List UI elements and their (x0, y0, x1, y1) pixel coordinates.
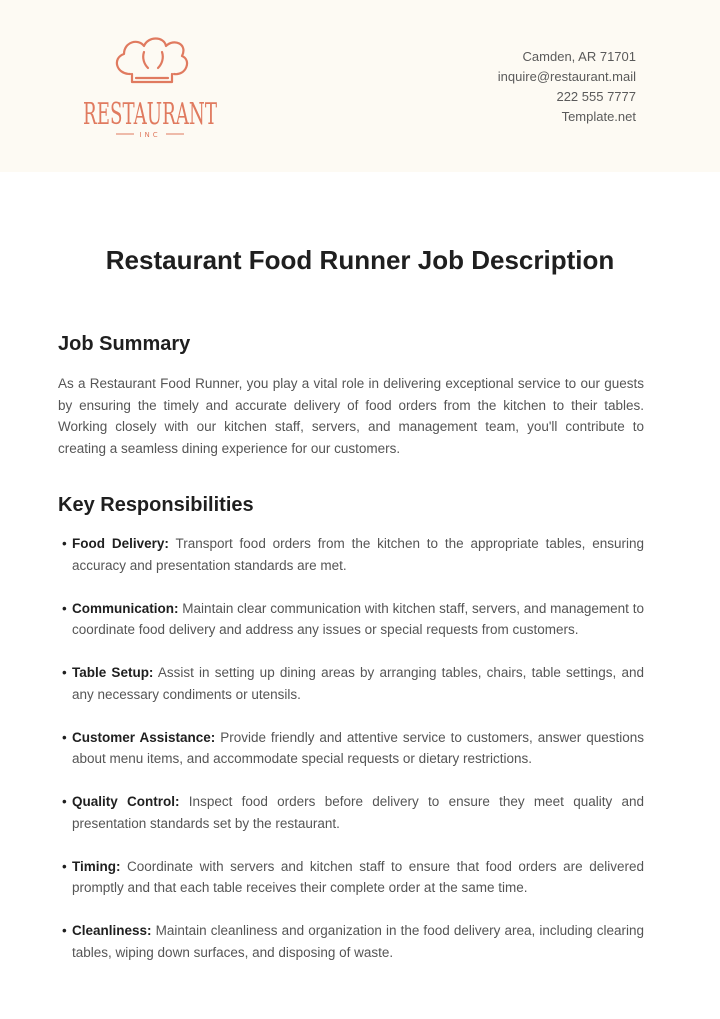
list-item (58, 662, 644, 705)
bullet-icon: • (62, 729, 67, 745)
restaurant-logo (78, 28, 223, 146)
chef-hat-icon (117, 39, 187, 83)
item-text: Maintain clear communication with kitchen staff, servers, and management to coordinate food delivery and address any issues or special requests from customers. (72, 600, 644, 637)
item-text: Inspect food orders before delivery to ensure they meet quality and presentation standards set by the restaurant. (72, 794, 645, 831)
responsibilities-heading: Key Responsibilities (58, 494, 254, 516)
item-text: Provide friendly and attentive service to customers, answer questions about menu items, and accommodate special requests or dietary restrictions. (72, 729, 645, 766)
contact-block (498, 47, 636, 127)
contact-website[interactable]: Template.net (561, 109, 636, 124)
item-text: Transport food orders from the kitchen to the appropriate tables, ensuring accuracy and presentation standards are met. (72, 536, 644, 573)
bullet-icon: • (62, 665, 67, 680)
item-term: Quality Control: (72, 794, 180, 809)
job-summary-text: As a Restaurant Food Runner, you play a vital role in delivering exceptional service to our guests by ensuring the timely and accurate delivery of food orders from the kitchen to their tables. Working closely with our kitchen staff, servers, and management team, you'll contribute to creating a seamless dining experience for our customers. (58, 376, 644, 456)
bullet-icon: • (62, 600, 67, 616)
item-term: Cleanliness: (72, 923, 152, 938)
list-item (58, 856, 644, 899)
item-text: Maintain cleanliness and organization in the food delivery area, including clearing tables, wiping down surfaces, and disposing of waste. (72, 923, 644, 960)
document-title: Restaurant Food Runner Job Description (105, 245, 615, 275)
item-term: Communication: (72, 600, 179, 616)
list-item (58, 533, 644, 576)
job-summary-heading: Job Summary (58, 333, 191, 355)
bullet-icon: • (62, 858, 67, 874)
bullet-icon: • (62, 923, 67, 938)
contact-phone: 222 555 7777 (556, 89, 636, 104)
logo-wordmark: RESTAURANT (83, 97, 217, 132)
item-text: Assist in setting up dining areas by arranging tables, chairs, table settings, and any necessary condiments or utensils. (72, 665, 644, 702)
bullet-icon: • (62, 794, 67, 809)
contact-address: Camden, AR 71701 (522, 49, 636, 64)
item-text: Coordinate with servers and kitchen staff to ensure that food orders are delivered promptly and that each table receives their complete order at the same time. (72, 858, 644, 895)
list-item (58, 727, 644, 770)
letterhead (0, 0, 720, 172)
item-term: Timing: (72, 858, 121, 874)
logo-subtext: INC (139, 131, 161, 139)
item-term: Table Setup: (72, 665, 154, 680)
list-item (58, 791, 644, 834)
list-item (58, 920, 644, 963)
item-term: Food Delivery: (72, 536, 169, 551)
contact-email[interactable]: inquire@restaurant.mail (497, 69, 636, 84)
responsibilities-list (58, 533, 644, 985)
item-term: Customer Assistance: (72, 729, 216, 745)
bullet-icon: • (62, 536, 67, 551)
list-item (58, 598, 644, 641)
